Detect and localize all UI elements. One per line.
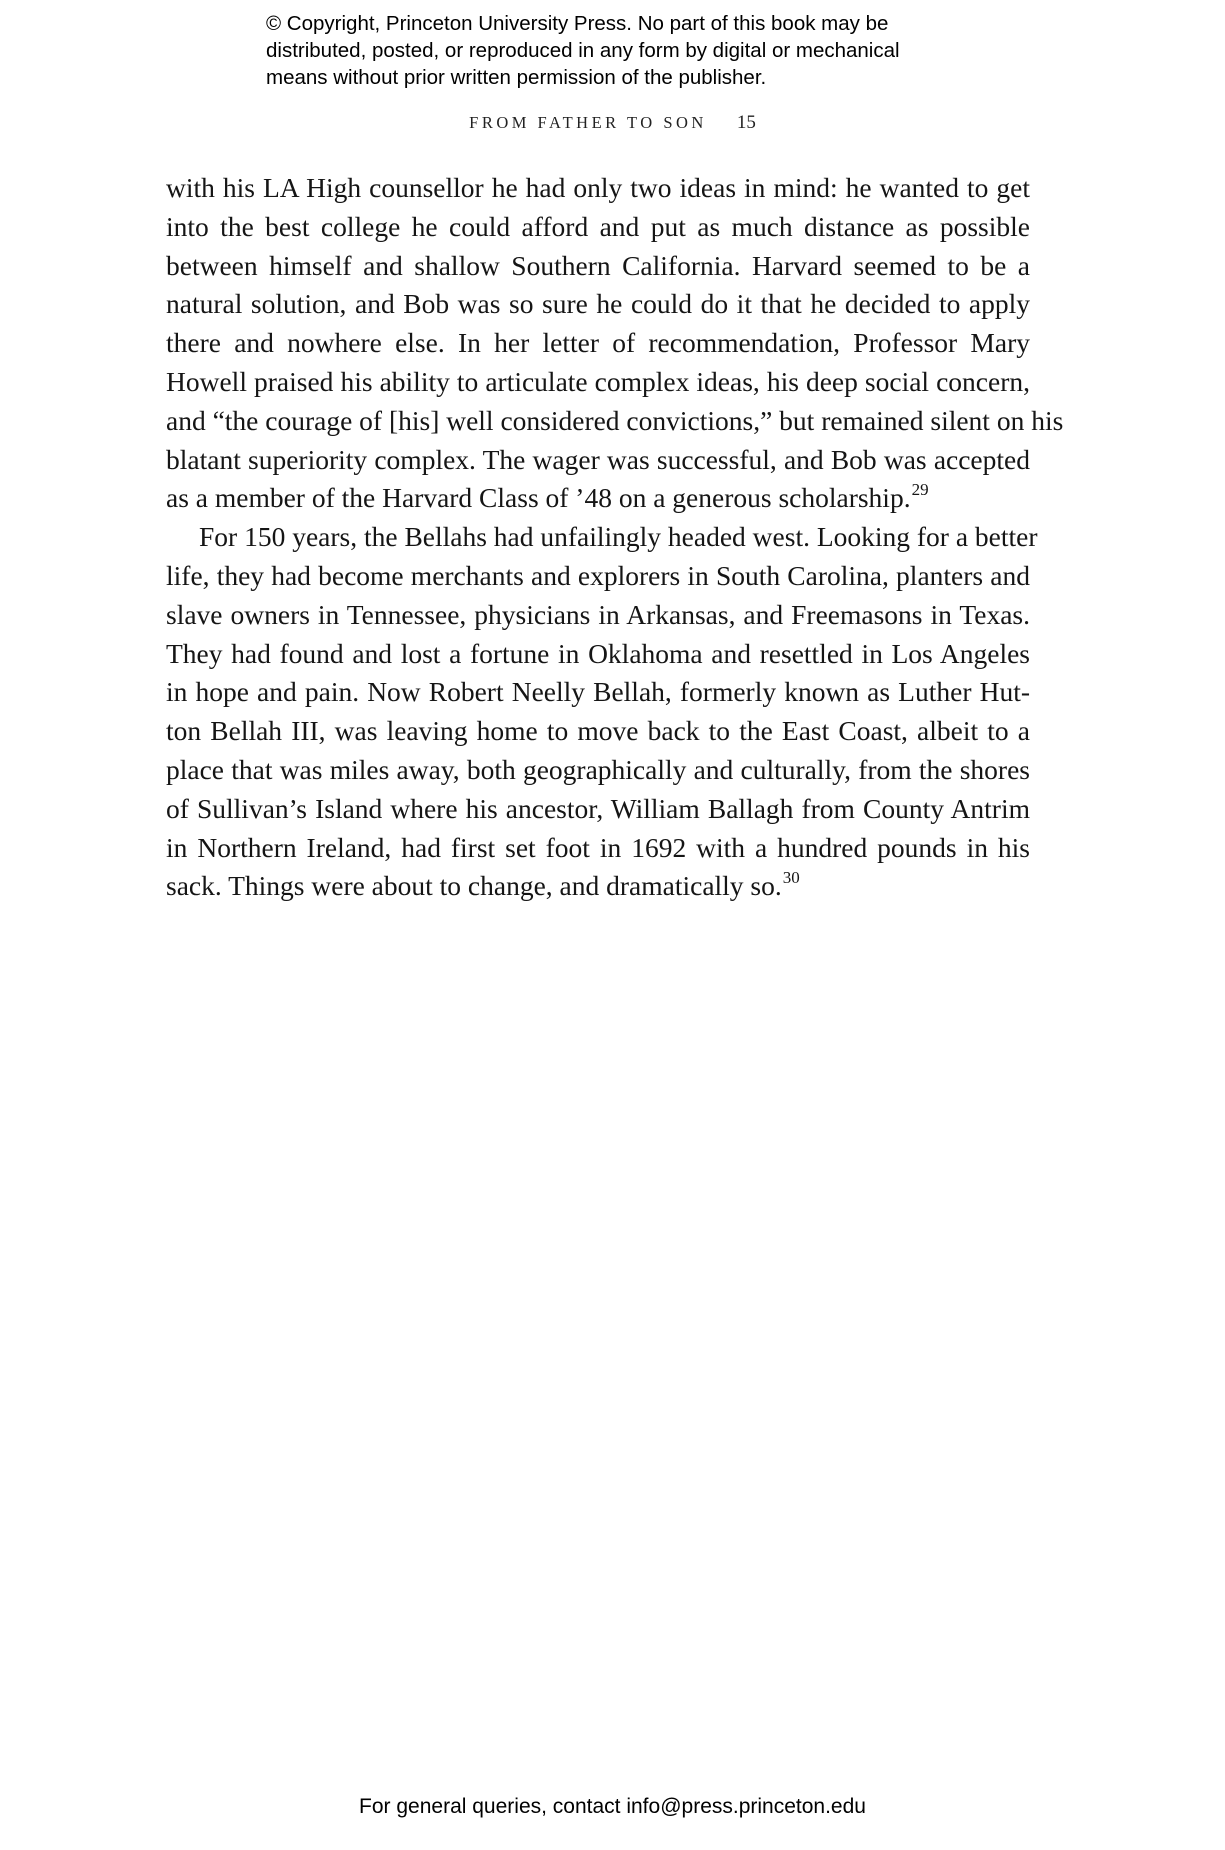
text-line: life, they had become merchants and explorers in South Carolina, planters and (166, 559, 1030, 591)
text-line: For 150 years, the Bellahs had unfailingly headed west. Looking for a better (199, 521, 1038, 553)
text-line-with-note (166, 867, 1030, 906)
text-line: natural solution, and Bob was so sure he could do it that he decided to apply (166, 288, 1030, 320)
body-text (166, 169, 1064, 906)
page-number: 15 (736, 112, 756, 133)
running-head-title: FROM FATHER TO SON (469, 113, 707, 132)
copyright-line: distributed, posted, or reproduced in any form by digital or mechanical (266, 39, 900, 62)
footnote-marker[interactable]: 29 (911, 480, 929, 500)
text-line: slave owners in Tennessee, physicians in Arkansas, and Freemasons in Texas. (166, 598, 1030, 630)
text-line: ton Bellah III, was leaving home to move back to the East Coast, albeit to a (166, 715, 1030, 747)
text-line: in hope and pain. Now Robert Neelly Bellah, formerly known as Luther Hut- (166, 676, 1030, 708)
text-line: Howell praised his ability to articulate complex ideas, his deep social concern, (166, 365, 1030, 397)
text-line: sack. Things were about to change, and dramatically so. (166, 870, 782, 902)
copyright-line: means without prior written permission of the publisher. (266, 66, 767, 89)
text-line: and “the courage of [his] well considered convictions,” but remained silent on his (166, 404, 1064, 436)
footnote-marker[interactable]: 30 (782, 868, 800, 888)
text-line: with his LA High counsellor he had only two ideas in mind: he wanted to get (166, 172, 1030, 203)
text-line: They had found and lost a fortune in Oklahoma and resettled in Los Angeles (166, 637, 1030, 669)
running-head (0, 112, 1225, 134)
footer-contact: For general queries, contact info@press.princeton.edu (359, 1795, 866, 1818)
text-line: as a member of the Harvard Class of ’48 on a generous scholarship. (166, 482, 911, 514)
text-line-with-note (166, 479, 1030, 518)
paragraph (166, 518, 1038, 906)
text-line: of Sullivan’s Island where his ancestor, William Ballagh from County Antrim (166, 792, 1030, 824)
text-line: in Northern Ireland, had first set foot in 1692 with a hundred pounds in his (166, 831, 1030, 863)
text-line: blatant superiority complex. The wager was successful, and Bob was accepted (166, 443, 1030, 475)
paragraph (166, 169, 1064, 518)
copyright-notice (266, 10, 986, 91)
text-line: there and nowhere else. In her letter of recommendation, Professor Mary (166, 327, 1030, 359)
copyright-line: © Copyright, Princeton University Press. No part of this book may be (266, 12, 889, 35)
text-line: place that was miles away, both geographically and culturally, from the shores (166, 753, 1030, 785)
text-line: into the best college he could afford and put as much distance as possible (166, 210, 1030, 242)
text-line: between himself and shallow Southern California. Harvard seemed to be a (166, 249, 1030, 281)
